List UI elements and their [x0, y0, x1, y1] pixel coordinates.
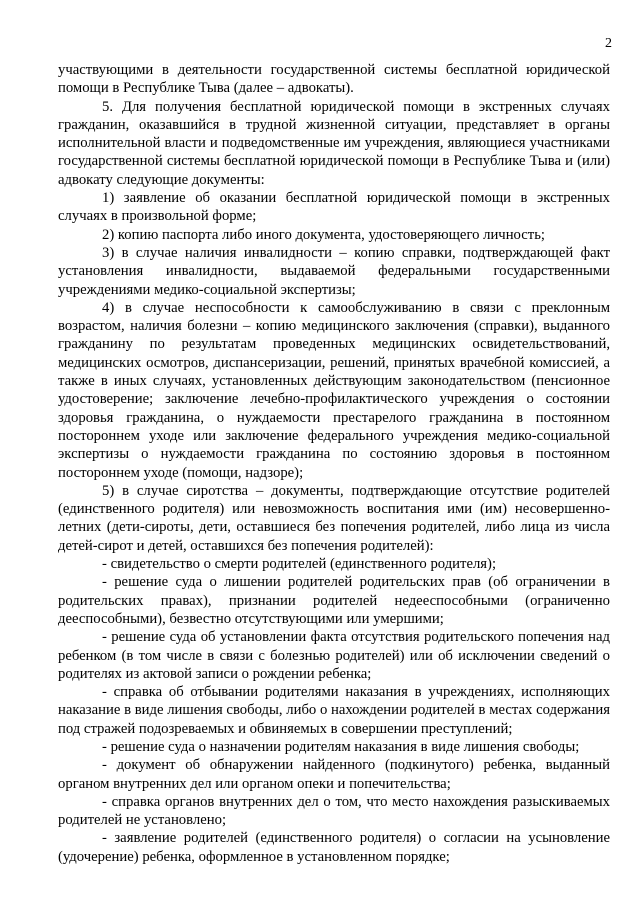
paragraph-subitem-3: 3) в случае наличия инвалидности – копию справки, подтверждающей факт установления инвалидности, выдаваемой федеральными государственными учреждениями медико-социальной экспертизы; — [58, 244, 610, 298]
paragraph-continuation: участвующими в деятельности государственной системы бесплатной юридической помощи в Республике Тыва (далее – адвокаты). — [58, 62, 610, 97]
list-item-court-sentence: - решение суда о назначении родителям наказания в виде лишения свободы; — [102, 738, 580, 755]
page-number: 2 — [605, 36, 612, 51]
list-item-absence-of-care: - решение суда об установлении факта отсутствия родительского попечения над ребенком (в том числе в связи с болезнью родителей) или об исключении сведений о родителях из актовой записи о рождении ребенка; — [58, 629, 610, 682]
paragraph-subitem-1: 1) заявление об оказании бесплатной юридической помощи в экстренных случаях в произвольной форме; — [58, 190, 610, 225]
paragraph-subitem-5: 5) в случае сиротства – документы, подтверждающие отсутствие родителей (единственного родителя) или невозможность воспитания ими (им) несовершенно-летних (дети-сироты, дети, оставшиеся без попечения родителей, либо лица из числа детей-сирот и детей, оставшихся без попечения родителей): — [58, 482, 610, 554]
document-body — [58, 61, 610, 866]
paragraph-subitem-2: 2) копию паспорта либо иного документа, удостоверяющего личность; — [102, 226, 545, 243]
list-item-wanted-parents: - справка органов внутренних дел о том, что место нахождения разыскиваемых родителей не установлено; — [58, 793, 610, 829]
list-item-death-certificate: - свидетельство о смерти родителей (единственного родителя); — [102, 556, 497, 573]
paragraph-item-5: 5. Для получения бесплатной юридической помощи в экстренных случаях гражданин, оказавшийся в трудной жизненной ситуации, представляет в органы исполнительной власти и подведомственные им учреждения, являющиеся участниками государственной системы бесплатной юридической помощи в Республике Тыва и (или) адвокату следующие документы: — [58, 98, 610, 188]
list-item-imprisonment-certificate: - справка об отбывании родителями наказания в учреждениях, исполняющих наказание в виде лишения свободы, либо о нахождении родителей в местах содержания под стражей подозреваемых и обвиняемых в совершении преступлений; — [58, 684, 610, 737]
list-item-found-child: - документ об обнаружении найденного (подкинутого) ребенка, выданный органом внутренних дел или органом опеки и попечительства; — [58, 757, 610, 792]
paragraph-subitem-4: 4) в случае неспособности к самообслуживанию в связи с преклонным возрастом, наличия болезни – копию медицинского заключения (справки), выданного гражданину по результатам проведенных медицинских освидетельствований, медицинских осмотров, диспансеризации, решений, принятых врачебной комиссией, а также в иных случаях, установленных действующим законодательством (пенсионное удостоверение; заключение лечебно-профилактического учреждения о состоянии здоровья гражданина, о нуждаемости престарелого гражданина в постоянном постороннем уходе или заключение федерального учреждения медико-социальной экспертизы о нуждаемости гражданина по состоянию здоровья в постоянном постороннем уходе (помощи, надзоре); — [58, 299, 610, 481]
list-item-deprivation-rights: - решение суда о лишении родителей родительских прав (об ограничении в родительских правах), признании родителей недееспособными (ограниченно дееспособными), безвестно отсутствующими или умершими; — [58, 574, 610, 627]
list-item-adoption-consent: - заявление родителей (единственного родителя) о согласии на усыновление (удочерение) ребенка, оформленное в установленном порядке; — [58, 830, 610, 865]
